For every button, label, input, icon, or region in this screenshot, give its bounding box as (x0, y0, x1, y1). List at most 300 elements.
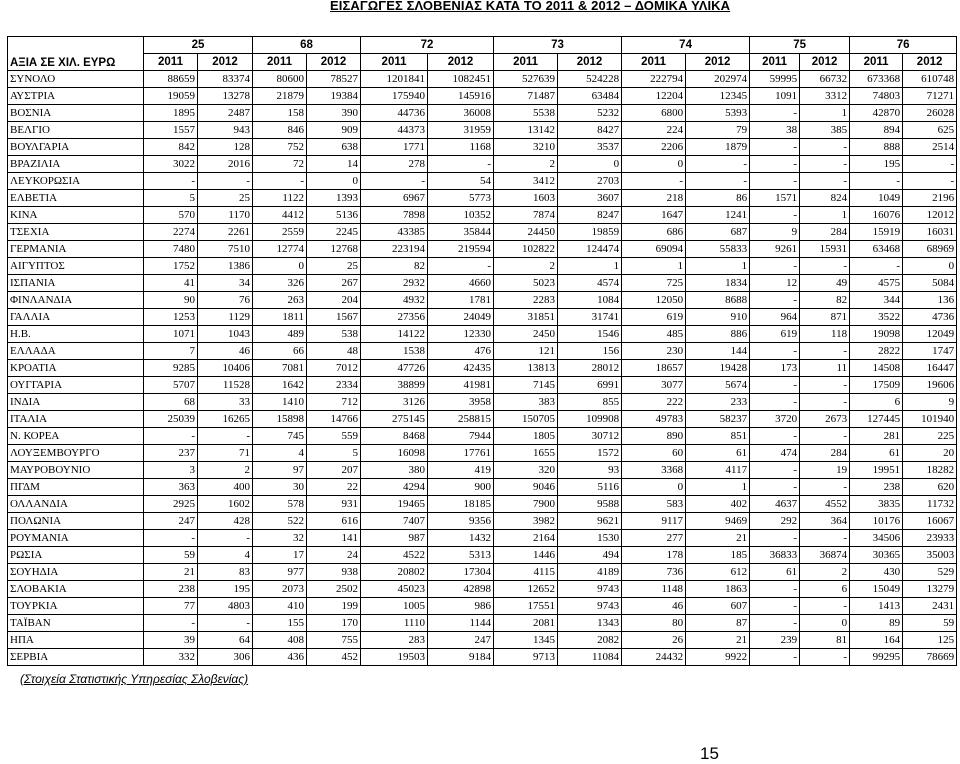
value-cell: 12345 (686, 88, 750, 105)
value-cell: 2016 (198, 156, 253, 173)
country-cell: ΑΥΣΤΡΙΑ (8, 88, 144, 105)
value-cell: 9621 (558, 513, 622, 530)
table-row (8, 581, 957, 598)
year-header: 2012 (800, 54, 850, 71)
table-row (8, 530, 957, 547)
value-cell: 222 (622, 394, 686, 411)
value-cell: 128 (198, 139, 253, 156)
value-cell: 2502 (307, 581, 361, 598)
value-cell: 15931 (800, 241, 850, 258)
value-cell: - (198, 173, 253, 190)
page-number: 15 (700, 744, 719, 763)
value-cell: 408 (253, 632, 307, 649)
value-cell: 14508 (850, 360, 903, 377)
value-cell: 284 (800, 224, 850, 241)
year-header-row (8, 54, 957, 71)
country-cell: ΛΟΥΞΕΜΒΟΥΡΓΟ (8, 445, 144, 462)
value-cell: 17551 (494, 598, 558, 615)
value-cell: 24 (307, 547, 361, 564)
value-cell: - (800, 156, 850, 173)
value-cell: 39 (144, 632, 198, 649)
table-row (8, 513, 957, 530)
value-cell: 218 (622, 190, 686, 207)
value-cell: 1122 (253, 190, 307, 207)
value-cell: 36008 (428, 105, 494, 122)
year-header: 2012 (903, 54, 957, 71)
value-cell: 476 (428, 343, 494, 360)
value-cell: 4932 (361, 292, 428, 309)
value-cell: - (750, 207, 800, 224)
value-cell: 9046 (494, 479, 558, 496)
value-cell: 5313 (428, 547, 494, 564)
value-cell: 32 (253, 530, 307, 547)
value-cell: 364 (800, 513, 850, 530)
value-cell: 383 (494, 394, 558, 411)
value-cell: 263 (253, 292, 307, 309)
value-cell: 2514 (903, 139, 957, 156)
value-cell: 21 (686, 530, 750, 547)
value-cell: - (800, 479, 850, 496)
value-cell: 1747 (903, 343, 957, 360)
value-cell: 2082 (558, 632, 622, 649)
value-cell: 66 (253, 343, 307, 360)
year-header: 2011 (361, 54, 428, 71)
value-cell: 16031 (903, 224, 957, 241)
country-cell: ΑΙΓΥΠΤΟΣ (8, 258, 144, 275)
value-cell: 2559 (253, 224, 307, 241)
value-cell: 7480 (144, 241, 198, 258)
value-cell: 344 (850, 292, 903, 309)
value-cell: 12774 (253, 241, 307, 258)
value-cell: 80 (622, 615, 686, 632)
value-cell: - (428, 258, 494, 275)
country-cell: ΡΟΥΜΑΝΙΑ (8, 530, 144, 547)
product-code-header: 74 (622, 37, 750, 54)
value-cell: 49783 (622, 411, 686, 428)
product-code-header: 25 (144, 37, 253, 54)
product-code-header: 76 (850, 37, 957, 54)
value-cell: 4522 (361, 547, 428, 564)
value-cell: - (750, 581, 800, 598)
value-cell: 2822 (850, 343, 903, 360)
value-cell: 1168 (428, 139, 494, 156)
country-cell: ΦΙΝΛΑΝΔΙΑ (8, 292, 144, 309)
table-row (8, 292, 957, 309)
value-cell: 173 (750, 360, 800, 377)
value-cell: 9184 (428, 649, 494, 666)
value-cell: 6 (850, 394, 903, 411)
value-cell: 1005 (361, 598, 428, 615)
country-cell: ΠΟΛΩΝΙΑ (8, 513, 144, 530)
value-cell: 72 (253, 156, 307, 173)
value-cell: 2 (800, 564, 850, 581)
value-cell: 25 (198, 190, 253, 207)
table-row (8, 632, 957, 649)
value-cell: 12768 (307, 241, 361, 258)
value-cell: 332 (144, 649, 198, 666)
value-cell: 19098 (850, 326, 903, 343)
table-row (8, 411, 957, 428)
value-cell: 225 (903, 428, 957, 445)
country-cell: ΒΕΛΓΙΟ (8, 122, 144, 139)
year-header: 2012 (686, 54, 750, 71)
value-cell: 21879 (253, 88, 307, 105)
value-cell: 17 (253, 547, 307, 564)
value-cell: 1201841 (361, 71, 428, 88)
value-cell: 74803 (850, 88, 903, 105)
value-cell: 9922 (686, 649, 750, 666)
value-cell: 5538 (494, 105, 558, 122)
value-cell: 5232 (558, 105, 622, 122)
value-cell: 7898 (361, 207, 428, 224)
value-cell: 1 (686, 479, 750, 496)
value-cell: 390 (307, 105, 361, 122)
value-cell: 0 (622, 156, 686, 173)
value-cell: 4294 (361, 479, 428, 496)
value-cell: 11528 (198, 377, 253, 394)
value-cell: 2283 (494, 292, 558, 309)
value-cell: 28012 (558, 360, 622, 377)
value-cell: 178 (622, 547, 686, 564)
value-cell: - (198, 428, 253, 445)
value-cell: 31741 (558, 309, 622, 326)
value-cell: - (428, 156, 494, 173)
value-cell: 24450 (494, 224, 558, 241)
value-cell: 3022 (144, 156, 198, 173)
table-row (8, 462, 957, 479)
value-cell: 14 (307, 156, 361, 173)
value-cell: 93 (558, 462, 622, 479)
value-cell: 30365 (850, 547, 903, 564)
page-title: ΕΙΣΑΓΩΓΕΣ ΣΛΟΒΕΝΙΑΣ ΚΑΤΑ ΤΟ 2011 & 2012 – ΔΟΜΙΚΑ ΥΛΙΚΑ (330, 0, 731, 13)
value-cell: 1771 (361, 139, 428, 156)
value-cell: 3537 (558, 139, 622, 156)
value-cell: 54 (428, 173, 494, 190)
value-cell: 824 (800, 190, 850, 207)
value-cell: 2673 (800, 411, 850, 428)
value-cell: 607 (686, 598, 750, 615)
value-cell: 18657 (622, 360, 686, 377)
value-cell: 3368 (622, 462, 686, 479)
value-cell: 19859 (558, 224, 622, 241)
value-cell: - (750, 105, 800, 122)
value-cell: 5707 (144, 377, 198, 394)
value-cell: 36874 (800, 547, 850, 564)
country-cell: ΒΡΑΖΙΛΙΑ (8, 156, 144, 173)
value-cell: 13142 (494, 122, 558, 139)
value-cell: 66732 (800, 71, 850, 88)
value-cell: 15898 (253, 411, 307, 428)
value-cell: 306 (198, 649, 253, 666)
value-cell: 278 (361, 156, 428, 173)
value-cell: 185 (686, 547, 750, 564)
table-row (8, 649, 957, 666)
value-cell: - (622, 173, 686, 190)
value-cell: 2932 (361, 275, 428, 292)
value-cell: 25039 (144, 411, 198, 428)
value-cell: - (198, 615, 253, 632)
value-cell: 1538 (361, 343, 428, 360)
value-cell: 428 (198, 513, 253, 530)
value-cell: 1546 (558, 326, 622, 343)
value-cell: 63484 (558, 88, 622, 105)
value-cell: 625 (903, 122, 957, 139)
value-cell: 3126 (361, 394, 428, 411)
value-cell: 1241 (686, 207, 750, 224)
value-cell: 19 (800, 462, 850, 479)
value-cell: 17761 (428, 445, 494, 462)
value-cell: 11084 (558, 649, 622, 666)
country-cell: ΣΛΟΒΑΚΙΑ (8, 581, 144, 598)
value-cell: 4574 (558, 275, 622, 292)
value-cell: 71 (198, 445, 253, 462)
value-cell: 247 (428, 632, 494, 649)
country-cell: ΚΙΝΑ (8, 207, 144, 224)
value-cell: 4 (253, 445, 307, 462)
value-cell: 68 (144, 394, 198, 411)
table-row (8, 496, 957, 513)
value-cell: 5023 (494, 275, 558, 292)
value-cell: 25 (307, 258, 361, 275)
value-cell: 1567 (307, 309, 361, 326)
value-cell: - (800, 377, 850, 394)
value-cell: 736 (622, 564, 686, 581)
value-cell: 150705 (494, 411, 558, 428)
value-cell: 1386 (198, 258, 253, 275)
value-cell: 164 (850, 632, 903, 649)
value-cell: 888 (850, 139, 903, 156)
value-cell: 1129 (198, 309, 253, 326)
value-cell: 46 (622, 598, 686, 615)
value-cell: 8247 (558, 207, 622, 224)
value-cell: 30712 (558, 428, 622, 445)
value-cell: 23933 (903, 530, 957, 547)
value-cell: 0 (903, 258, 957, 275)
value-cell: 30 (253, 479, 307, 496)
table-row (8, 105, 957, 122)
value-cell: 7900 (494, 496, 558, 513)
value-cell: 1091 (750, 88, 800, 105)
value-cell: 31851 (494, 309, 558, 326)
value-cell: 871 (800, 309, 850, 326)
table-row (8, 224, 957, 241)
value-cell: 752 (253, 139, 307, 156)
value-cell: 578 (253, 496, 307, 513)
value-cell: 5116 (558, 479, 622, 496)
value-cell: 61 (750, 564, 800, 581)
value-cell: 538 (307, 326, 361, 343)
value-cell: 1393 (307, 190, 361, 207)
value-cell: 13278 (198, 88, 253, 105)
table-row (8, 326, 957, 343)
value-cell: 10176 (850, 513, 903, 530)
value-cell: 258815 (428, 411, 494, 428)
value-cell: 4412 (253, 207, 307, 224)
value-cell: 277 (622, 530, 686, 547)
value-cell: 1781 (428, 292, 494, 309)
value-cell: 619 (622, 309, 686, 326)
value-cell: 33 (198, 394, 253, 411)
value-cell: 158 (253, 105, 307, 122)
value-cell: 9356 (428, 513, 494, 530)
value-cell: 570 (144, 207, 198, 224)
value-cell: 452 (307, 649, 361, 666)
value-cell: 0 (558, 156, 622, 173)
value-cell: 44736 (361, 105, 428, 122)
value-cell: 851 (686, 428, 750, 445)
value-cell: 16265 (198, 411, 253, 428)
country-cell: ΣΕΡΒΙΑ (8, 649, 144, 666)
value-cell: 15049 (850, 581, 903, 598)
value-cell: - (800, 530, 850, 547)
value-cell: 489 (253, 326, 307, 343)
value-cell: 485 (622, 326, 686, 343)
value-cell: 9117 (622, 513, 686, 530)
value-cell: 238 (850, 479, 903, 496)
value-cell: 3958 (428, 394, 494, 411)
table-row (8, 343, 957, 360)
value-cell: 1557 (144, 122, 198, 139)
value-cell: 9469 (686, 513, 750, 530)
year-header: 2011 (253, 54, 307, 71)
value-cell: 524228 (558, 71, 622, 88)
value-cell: 77 (144, 598, 198, 615)
value-cell: 71487 (494, 88, 558, 105)
value-cell: 59 (144, 547, 198, 564)
value-cell: 22 (307, 479, 361, 496)
value-cell: - (750, 156, 800, 173)
value-cell: 2261 (198, 224, 253, 241)
value-cell: - (750, 428, 800, 445)
value-cell: 7510 (198, 241, 253, 258)
value-cell: 19059 (144, 88, 198, 105)
value-cell: 6967 (361, 190, 428, 207)
value-cell: 6 (800, 581, 850, 598)
value-cell: 76 (198, 292, 253, 309)
value-cell: 522 (253, 513, 307, 530)
value-cell: 14766 (307, 411, 361, 428)
value-cell: 2 (198, 462, 253, 479)
value-cell: 986 (428, 598, 494, 615)
value-cell: 9285 (144, 360, 198, 377)
value-cell: 136 (903, 292, 957, 309)
value-cell: 900 (428, 479, 494, 496)
value-cell: 1 (622, 258, 686, 275)
value-cell: 3522 (850, 309, 903, 326)
value-cell: 11 (800, 360, 850, 377)
value-cell: 12330 (428, 326, 494, 343)
value-cell: 5674 (686, 377, 750, 394)
table-row (8, 394, 957, 411)
value-cell: 237 (144, 445, 198, 462)
value-cell: 1 (686, 258, 750, 275)
value-cell: 43385 (361, 224, 428, 241)
value-cell: - (800, 649, 850, 666)
value-cell: 1345 (494, 632, 558, 649)
year-header: 2011 (750, 54, 800, 71)
value-cell: 155 (253, 615, 307, 632)
table-row (8, 190, 957, 207)
value-cell: 7012 (307, 360, 361, 377)
country-cell: ΣΟΥΗΔΙΑ (8, 564, 144, 581)
table-row (8, 360, 957, 377)
table-row (8, 309, 957, 326)
value-cell: - (750, 479, 800, 496)
value-cell: 68969 (903, 241, 957, 258)
value-cell: 385 (800, 122, 850, 139)
value-cell: 7081 (253, 360, 307, 377)
value-cell: 26 (622, 632, 686, 649)
value-cell: 31959 (428, 122, 494, 139)
country-cell: ΓΕΡΜΑΝΙΑ (8, 241, 144, 258)
value-cell: 4552 (800, 496, 850, 513)
value-cell: 58237 (686, 411, 750, 428)
value-cell: 101940 (903, 411, 957, 428)
value-cell: 5 (144, 190, 198, 207)
country-cell: ΗΠΑ (8, 632, 144, 649)
value-cell: - (750, 173, 800, 190)
value-cell: 19606 (903, 377, 957, 394)
value-cell: 21 (686, 632, 750, 649)
value-cell: - (686, 173, 750, 190)
value-cell: 855 (558, 394, 622, 411)
country-cell: ΙΤΑΛΙΑ (8, 411, 144, 428)
value-cell: 27356 (361, 309, 428, 326)
value-cell: 20802 (361, 564, 428, 581)
value-cell: 55833 (686, 241, 750, 258)
value-cell: 5773 (428, 190, 494, 207)
value-cell: 1834 (686, 275, 750, 292)
value-cell: 3607 (558, 190, 622, 207)
value-cell: 64 (198, 632, 253, 649)
table-row (8, 88, 957, 105)
value-cell: 1170 (198, 207, 253, 224)
value-cell: 1572 (558, 445, 622, 462)
value-cell: 8427 (558, 122, 622, 139)
value-cell: 402 (686, 496, 750, 513)
country-cell: ΤΑΪΒΑΝ (8, 615, 144, 632)
value-cell: 3835 (850, 496, 903, 513)
value-cell: 47726 (361, 360, 428, 377)
value-cell: 35844 (428, 224, 494, 241)
value-cell: 16067 (903, 513, 957, 530)
value-cell: - (686, 156, 750, 173)
value-cell: 909 (307, 122, 361, 139)
value-cell: 1530 (558, 530, 622, 547)
value-cell: 1110 (361, 615, 428, 632)
value-cell: 90 (144, 292, 198, 309)
year-header: 2012 (558, 54, 622, 71)
value-cell: - (750, 377, 800, 394)
value-cell: 16076 (850, 207, 903, 224)
value-cell: 8688 (686, 292, 750, 309)
value-cell: 4660 (428, 275, 494, 292)
value-cell: - (750, 292, 800, 309)
value-cell: 13813 (494, 360, 558, 377)
value-cell: - (144, 173, 198, 190)
value-cell: 202974 (686, 71, 750, 88)
value-cell: 1647 (622, 207, 686, 224)
value-cell: 16098 (361, 445, 428, 462)
value-cell: 3312 (800, 88, 850, 105)
value-cell: 17509 (850, 377, 903, 394)
value-cell: 673368 (850, 71, 903, 88)
value-cell: 219594 (428, 241, 494, 258)
value-cell: 7145 (494, 377, 558, 394)
value-cell: 18185 (428, 496, 494, 513)
country-cell: ΤΟΥΡΚΙΑ (8, 598, 144, 615)
value-cell: - (800, 343, 850, 360)
